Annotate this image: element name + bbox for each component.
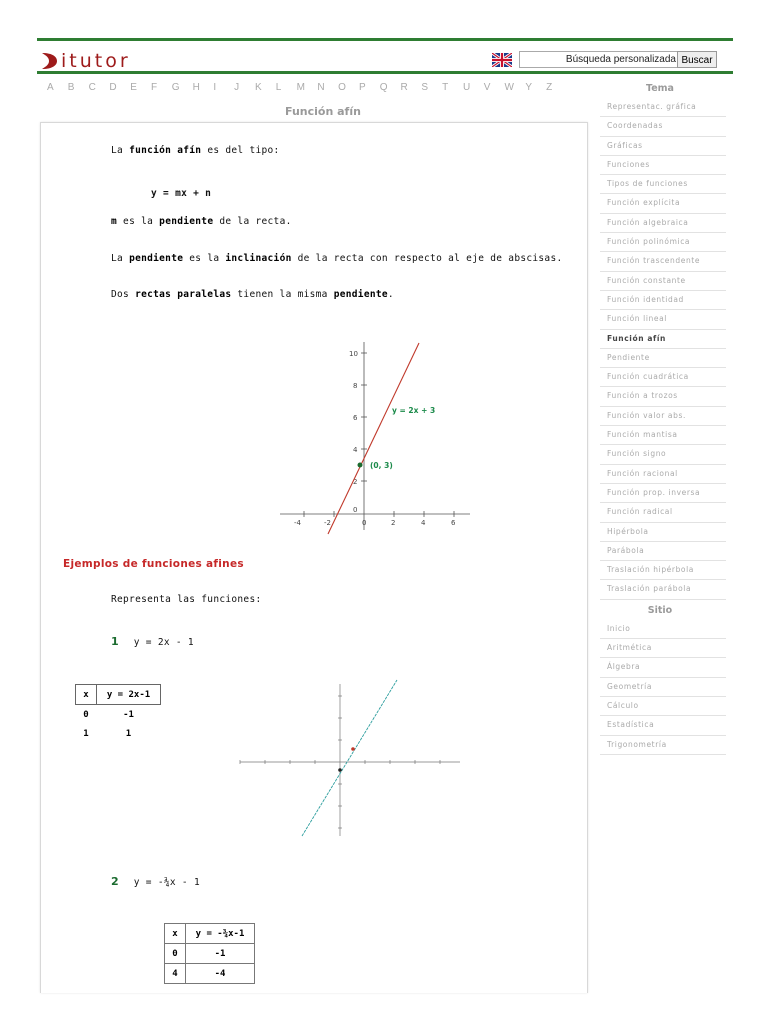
table-header-row (76, 685, 161, 705)
alphabet-letter-g[interactable]: G (171, 82, 180, 93)
sidebar-heading-tema: Tema (646, 83, 674, 94)
x-tick-label: 4 (421, 519, 426, 527)
alphabet-letter-u[interactable]: U (462, 82, 471, 93)
table-header: y = -¾x-1 (186, 924, 255, 944)
y-tick-label: 2 (353, 478, 358, 486)
example-2-heading (111, 870, 200, 889)
y-tick-label: 8 (353, 382, 358, 390)
example-function: y = -¾x - 1 (133, 877, 200, 888)
point-0-minus-1 (338, 768, 342, 772)
logo-text: itutor (61, 50, 131, 72)
example-function: y = 2x - 1 (133, 637, 194, 648)
sidebar-item[interactable]: Álgebra (600, 658, 726, 677)
alphabet-letter-f[interactable]: F (150, 82, 158, 93)
alphabet-letter-e[interactable]: E (130, 82, 137, 93)
sidebar-item[interactable]: Función identidad (600, 291, 726, 310)
alphabet-letter-t[interactable]: T (442, 82, 449, 93)
table-cell: -1 (186, 944, 255, 964)
site-logo[interactable] (38, 50, 131, 72)
search-input[interactable]: Búsqueda personalizada (519, 51, 681, 68)
table-header-row (165, 924, 255, 944)
sidebar-item[interactable]: Función signo (600, 445, 726, 464)
graph-y-2x-plus-3 (280, 340, 470, 535)
value-table-2 (164, 923, 255, 984)
alphabet-letter-r[interactable]: R (400, 82, 408, 93)
table-row (165, 944, 255, 964)
sidebar-item[interactable]: Función a trozos (600, 387, 726, 406)
sidebar-item[interactable]: Estadística (600, 716, 726, 735)
table-row (165, 964, 255, 984)
sidebar-item[interactable]: Traslación hipérbola (600, 561, 726, 580)
graph-y-2x-minus-1 (238, 678, 462, 838)
sidebar-item[interactable]: Coordenadas (600, 117, 726, 136)
sidebar-item[interactable]: Función afín (600, 330, 726, 349)
alphabet-letter-a[interactable]: A (47, 82, 54, 93)
x-tick-label: 0 (362, 519, 367, 527)
formula: y = mx + n (151, 188, 212, 199)
header-bottom-bar (37, 71, 733, 74)
alphabet-letter-w[interactable]: W (504, 82, 514, 93)
logo-icon (38, 51, 58, 71)
alphabet-letter-l[interactable]: L (275, 82, 282, 93)
sidebar-item[interactable]: Función polinómica (600, 233, 726, 252)
sidebar-item[interactable]: Función mantisa (600, 426, 726, 445)
line-y-2x-minus-1 (302, 680, 397, 836)
alphabet-letter-c[interactable]: C (88, 82, 96, 93)
example-number: 1 (111, 635, 119, 648)
sidebar-item[interactable]: Función cuadrática (600, 368, 726, 387)
alphabet-letter-y[interactable]: Y (525, 82, 532, 93)
alphabet-letter-v[interactable]: V (483, 82, 491, 93)
sidebar-heading-sitio: Sitio (647, 604, 673, 616)
sidebar-item[interactable]: Función explícita (600, 194, 726, 213)
x-tick-label: 6 (451, 519, 456, 527)
tema-list (600, 98, 726, 600)
x-tick-label: -4 (294, 519, 301, 527)
table-cell: 0 (165, 944, 186, 964)
table-cell: 1 (125, 728, 132, 739)
table-header: x (76, 685, 97, 705)
alphabet-letter-d[interactable]: D (109, 82, 117, 93)
sidebar-item[interactable]: Función prop. inversa (600, 484, 726, 503)
sidebar-item[interactable]: Cálculo (600, 697, 726, 716)
sidebar-item[interactable]: Parábola (600, 542, 726, 561)
sidebar-item[interactable]: Tipos de funciones (600, 175, 726, 194)
sidebar-item[interactable]: Función radical (600, 503, 726, 522)
alphabet-index (47, 82, 567, 96)
intro-paragraph-3: La pendiente es la inclinación de la recta con respecto al eje de abscisas. (111, 253, 563, 264)
sidebar-item[interactable]: Traslación parábola (600, 580, 726, 599)
page-title: Función afín (285, 105, 361, 118)
example-1-heading (111, 630, 194, 649)
alphabet-letter-z[interactable]: Z (546, 82, 553, 93)
alphabet-letter-s[interactable]: S (421, 82, 429, 93)
alphabet-letter-k[interactable]: K (254, 82, 262, 93)
sidebar (600, 80, 726, 755)
table-header: y = 2x-1 (97, 685, 161, 705)
alphabet-letter-i[interactable]: I (213, 82, 217, 93)
sidebar-item[interactable]: Función trascendente (600, 252, 726, 271)
line-y-2x-plus-3 (328, 343, 419, 534)
table-cell: 0 (83, 709, 89, 720)
y-tick-label: 0 (353, 506, 358, 514)
point-1-1 (351, 747, 355, 751)
alphabet-letter-j[interactable]: J (234, 82, 240, 93)
sidebar-item[interactable]: Hipérbola (600, 523, 726, 542)
sidebar-item[interactable]: Función valor abs. (600, 407, 726, 426)
intro-paragraph-1: La función afín es del tipo: (111, 145, 280, 156)
intro-paragraph-4: Dos rectas paralelas tienen la misma pendiente. (111, 289, 394, 300)
table-cell: 4 (165, 964, 186, 984)
sidebar-item[interactable]: Gráficas (600, 137, 726, 156)
y-tick-label: 4 (353, 446, 358, 454)
sidebar-item[interactable]: Función constante (600, 272, 726, 291)
line-label: y = 2x + 3 (392, 406, 436, 415)
example-number: 2 (111, 875, 119, 888)
value-table-1 (75, 684, 161, 743)
sidebar-item[interactable]: Funciones (600, 156, 726, 175)
point-label: (0, 3) (370, 461, 393, 470)
sidebar-item[interactable]: Representac. gráfica (600, 98, 726, 117)
sidebar-item[interactable]: Función racional (600, 465, 726, 484)
sitio-list (600, 620, 726, 755)
sidebar-item[interactable]: Función algebraica (600, 214, 726, 233)
alphabet-letter-h[interactable]: H (192, 82, 200, 93)
sidebar-item[interactable]: Pendiente (600, 349, 726, 368)
sidebar-item[interactable]: Geometría (600, 678, 726, 697)
sidebar-item[interactable]: Aritmética (600, 639, 726, 658)
uk-flag-icon[interactable] (492, 53, 512, 67)
alphabet-letter-p[interactable]: P (358, 82, 366, 93)
alphabet-letter-n[interactable]: N (317, 82, 325, 93)
x-tick-label: -2 (324, 519, 331, 527)
table-cell: -1 (123, 709, 134, 720)
y-tick-label: 6 (353, 414, 358, 422)
table-cell: -4 (186, 964, 255, 984)
examples-intro: Representa las funciones: (111, 594, 262, 605)
alphabet-letter-q[interactable]: Q (379, 82, 388, 93)
table-header: x (165, 924, 186, 944)
table-row (76, 705, 161, 725)
sidebar-item[interactable]: Trigonometría (600, 736, 726, 755)
sidebar-item[interactable]: Función lineal (600, 310, 726, 329)
alphabet-letter-m[interactable]: M (296, 82, 305, 93)
table-row (76, 724, 161, 743)
search-button[interactable]: Buscar (677, 51, 717, 68)
table-cell: 1 (83, 728, 89, 739)
y-tick-label: 10 (349, 350, 358, 358)
alphabet-letter-b[interactable]: B (67, 82, 75, 93)
x-tick-label: 2 (391, 519, 396, 527)
alphabet-letter-o[interactable]: O (338, 82, 346, 93)
examples-title: Ejemplos de funciones afines (63, 558, 244, 570)
point-0-3 (358, 463, 363, 468)
sidebar-item[interactable]: Inicio (600, 620, 726, 639)
intro-paragraph-2: m es la pendiente de la recta. (111, 216, 292, 227)
top-bar (37, 38, 733, 41)
